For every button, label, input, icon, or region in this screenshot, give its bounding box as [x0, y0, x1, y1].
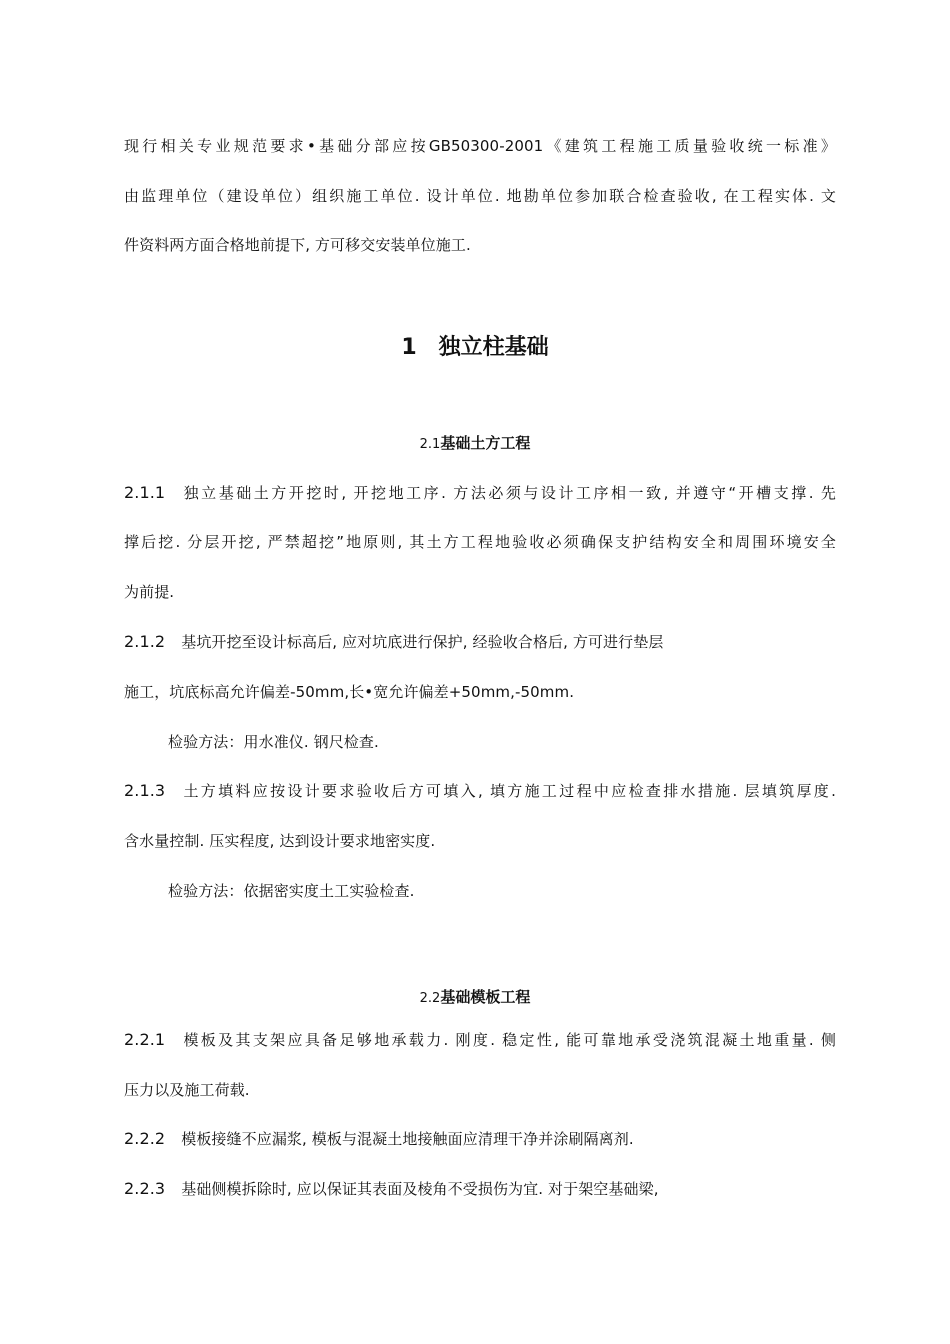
clause-2-2-2-line-1	[124, 1129, 836, 1149]
clause-2-1-1-line-2: 撑后挖. 分层开挖, 严禁超挖”地原则, 其土方工程地验收必须确保支护结构安全和周围环境安全	[124, 533, 836, 551]
chapter-number: 1	[401, 335, 417, 360]
clause-2-1-2-line-2: 施工，坑底标高允许偏差-50mm,长•宽允许偏差+50mm,-50mm.	[124, 683, 575, 701]
clause-2-1-3-method: 检验方法：依据密实度土工实验检查.	[168, 882, 415, 900]
clause-2-1-1-line-1	[124, 483, 836, 503]
clause-2-1-3-line-2: 含水量控制. 压实程度, 达到设计要求地密实度.	[124, 832, 436, 850]
clause-text: 土方填料应按设计要求验收后方可填入, 填方施工过程中应检查排水措施. 层填筑厚度.	[181, 782, 836, 800]
clause-text: 模板接缝不应漏浆, 模板与混凝土地接触面应清理干净并涂刷隔离剂.	[181, 1130, 634, 1148]
clause-number: 2.1.1	[124, 483, 166, 502]
section-2-1-title: 基础土方工程	[440, 434, 531, 452]
section-2-2-title: 基础模板工程	[440, 988, 531, 1006]
clause-number: 2.1.3	[124, 781, 166, 800]
clause-number: 2.2.3	[124, 1179, 166, 1198]
clause-text: 独立基础土方开挖时, 开挖地工序. 方法必须与设计工序相一致, 并遵守“开槽支撑. 先	[181, 484, 836, 502]
clause-2-2-3-line-1	[124, 1179, 836, 1199]
clause-2-1-2-method: 检验方法：用水准仪. 钢尺检查.	[168, 733, 379, 751]
clause-2-1-1-line-3: 为前提.	[124, 583, 175, 601]
chapter-heading	[0, 333, 950, 363]
section-2-2-number: 2.2	[419, 991, 441, 1006]
section-2-2-heading	[0, 987, 950, 1009]
intro-line-1: 现行相关专业规范要求•基础分部应按GB50300-2001《建筑工程施工质量验收统一标准》	[124, 137, 836, 155]
section-2-1-number: 2.1	[419, 437, 441, 452]
clause-number: 2.2.1	[124, 1030, 166, 1049]
clause-number: 2.2.2	[124, 1129, 166, 1148]
intro-line-2: 由监理单位（建设单位）组织施工单位. 设计单位. 地勘单位参加联合检查验收, 在工程实体. 文	[124, 187, 836, 205]
clause-text: 基坑开挖至设计标高后, 应对坑底进行保护, 经验收合格后, 方可进行垫层	[181, 633, 664, 651]
chapter-title: 独立柱基础	[438, 335, 549, 360]
clause-2-2-1-line-1	[124, 1030, 836, 1050]
clause-number: 2.1.2	[124, 632, 166, 651]
clause-text: 基础侧模拆除时, 应以保证其表面及棱角不受损伤为宜. 对于架空基础梁,	[181, 1180, 659, 1198]
clause-text: 模板及其支架应具备足够地承载力. 刚度. 稳定性, 能可靠地承受浇筑混凝土地重量. 侧	[181, 1031, 836, 1049]
clause-2-1-2-line-1	[124, 632, 836, 652]
clause-2-2-1-line-2: 压力以及施工荷载.	[124, 1081, 250, 1099]
intro-line-3: 件资料两方面合格地前提下, 方可移交安装单位施工.	[124, 236, 471, 254]
clause-2-1-3-line-1	[124, 781, 836, 801]
section-2-1-heading	[0, 433, 950, 455]
